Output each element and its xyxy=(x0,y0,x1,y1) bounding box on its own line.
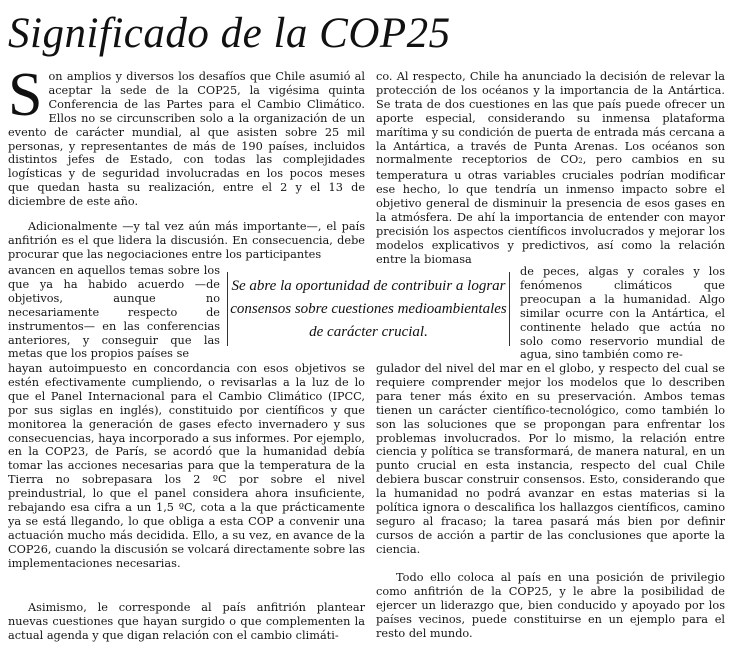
paragraph-oceans-post: , pero cambios en su temperatura u otras variables cruciales podrían modificar ese hecho, lo que tendría un inmenso impacto sobre el objetivo general de disminuir la presencia de esos gases en la atmósfera. De ahí la importancia de entender con mayor precisión los aspectos científicos involucrados y mejorar los modelos explicativos y predictivos, así como la relación entre la biomasa xyxy=(376,153,725,266)
pull-quote xyxy=(227,266,510,352)
paragraph-oceans xyxy=(376,70,725,267)
paragraph-conclusion: Todo ello coloca al país en una posición de privilegio como anfitrión de la COP25, y le abre la posibilidad de ejercer un liderazgo que, bien conducido y apoyado por los países vecinos, puede constituirse en un ejemplo para el resto del mundo. xyxy=(376,571,725,640)
pull-quote-left-rule xyxy=(227,272,228,346)
paragraph-2a: Adicionalmente —y tal vez aún más importante—, el país anfitrión es el que lidera la discusión. En consecuencia, debe procurar que las negociaciones entre los participantes xyxy=(8,220,365,261)
subscript-2: 2 xyxy=(578,157,583,166)
paragraph-3: Asimismo, le corresponde al país anfitrión plantear nuevas cuestiones que hayan surgido o que complementen la actual agenda y que digan relación con el cambio climáti- xyxy=(8,601,365,642)
paragraph-intro xyxy=(8,61,365,209)
paragraph-intro-text: on amplios y diversos los desafíos que Chile asumió al aceptar la sede de la COP25, la vigésima quinta Conferencia de las Partes para el Cambio Climático. Ellos no se circunscriben solo a la organización de un evento de carácter mundial, al que asisten sobre 25 mil personas, y representantes de más de 190 países, incluidos distintos jefes de Estado, con todas las complejidades logísticas y de seguridad involucradas en los pocos meses que quedan hasta su realización, entre el 2 y el 13 de diciembre de este año. xyxy=(8,70,365,209)
paragraph-oceans-pre: co. Al respecto, Chile ha anunciado la decisión de relevar la protección de los océanos y la importancia de la Antártica. Se trata de dos cuestiones en las que país puede ofrecer un aporte especial, considerando su inmensa plataforma marítima y su condición de puerta de entrada más cercana a la Antártica, a través de Punta Arenas. Los océanos son normalmente receptorios de CO xyxy=(376,70,725,167)
paragraph-oceans-c: gulador del nivel del mar en el globo, y respecto del cual se requiere comprender mejor los modelos que lo describen para tener más éxito en su preservación. Ambos temas tienen un carácter científico-tecnológico, como también lo son las soluciones que se propongan para enfrentar los problemas involucrados. Por lo mismo, la relación entre ciencia y política se transformará, de manera natural, en un punto crucial en esta instancia, respecto del cual Chile debiera buscar construir consensos. Esto, considerando que la humanidad no podrá avanzar en estas materias si la política ignora o descalifica los hallazgos científicos, camino seguro al fracaso; la tarea pasará más bien por definir cursos de acción a partir de las conclusiones que aporte la ciencia. xyxy=(376,362,725,556)
paragraph-oceans-b: de peces, algas y corales y los fenómenos climáticos que preocupan a la humanidad. Algo similar ocurre con la Antártica, el continente helado que actúa no solo como reservorio mundial de agua, sino también como re- xyxy=(520,265,725,362)
drop-cap: S xyxy=(8,61,43,129)
article-title: Significado de la COP25 xyxy=(8,10,451,57)
paragraph-2c: hayan autoimpuesto en concordancia con esos objetivos se estén efectivamente cumpliendo, o revisarlas a la luz de lo que el Panel Internacional para el Cambio Climático (IPCC, por sus siglas en inglés), constituido por científicos y que monitorea la generación de gases efecto invernadero y sus consecuencias, haya incorporado a sus informes. Por ejemplo, en la COP23, de París, se acordó que la humanidad debía tomar las acciones necesarias para que la temperatura de la Tierra no sobrepasara los 2 ºC por sobre el nivel preindustrial, lo que el panel considera ahora insuficiente, rebajando esa cifra a un 1,5 ºC, cota a la que prácticamente ya se está llegando, lo que obliga a esta COP a convenir una actuación mucho más decidida. Ello, a su vez, en avance de la COP26, cuando la discusión se volcará directamente sobre las implementaciones necesarias. xyxy=(8,362,365,570)
pull-quote-right-rule xyxy=(509,272,510,346)
pull-quote-text: Se abre la oportunidad de contribuir a lograr consensos sobre cuestiones medioambientales de carácter crucial. xyxy=(230,277,507,340)
paragraph-2b: avancen en aquellos temas sobre los que ya ha habido acuerdo —de objetivos, aunque no necesariamente respecto de instrumentos— en las conferencias anteriores, y conseguir que las metas que los propios países se xyxy=(8,264,220,361)
